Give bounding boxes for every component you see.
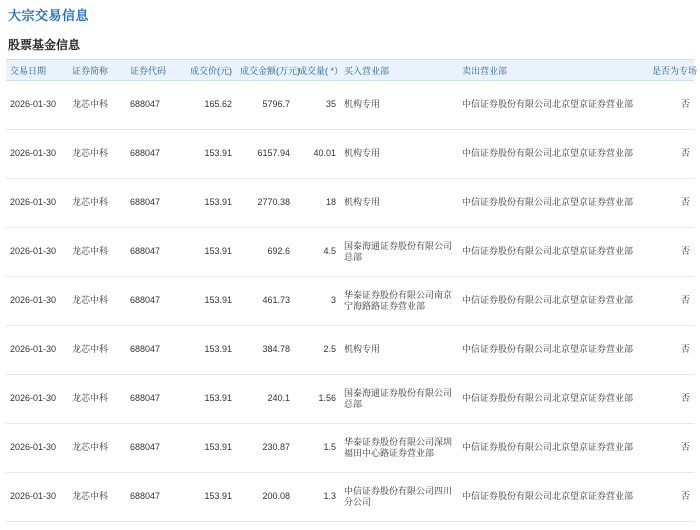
cell-volume: 40.01 <box>294 130 340 179</box>
cell-price: 165.62 <box>184 81 236 130</box>
cell-volume: 3 <box>294 277 340 326</box>
cell-amount: 200.08 <box>236 473 294 522</box>
cell-buyer: 国泰海通证券股份有限公司总部 <box>340 375 458 424</box>
cell-buyer: 华泰证券股份有限公司深圳福田中心路证券营业部 <box>340 424 458 473</box>
cell-special: 否 <box>648 424 694 473</box>
cell-buyer: 机构专用 <box>340 81 458 130</box>
cell-code: 688047 <box>126 228 184 277</box>
cell-seller: 中信证券股份有限公司北京望京证券营业部 <box>458 81 648 130</box>
section-title: 股票基金信息 <box>8 38 81 52</box>
cell-buyer: 中信证券股份有限公司四川分公司 <box>340 473 458 522</box>
cell-seller: 中信证券股份有限公司北京望京证券营业部 <box>458 130 648 179</box>
cell-price: 153.91 <box>184 179 236 228</box>
cell-seller: 中信证券股份有限公司北京望京证券营业部 <box>458 326 648 375</box>
cell-amount: 2770.38 <box>236 179 294 228</box>
cell-volume: 4.5 <box>294 228 340 277</box>
cell-volume: 18 <box>294 179 340 228</box>
cell-special: 否 <box>648 375 694 424</box>
page-container <box>0 5 700 522</box>
cell-amount: 5796.7 <box>236 81 294 130</box>
cell-date: 2026-01-30 <box>6 179 68 228</box>
block-trade-table <box>6 59 698 522</box>
cell-volume: 1.56 <box>294 375 340 424</box>
cell-volume: 1.3 <box>294 473 340 522</box>
table-header <box>6 60 698 81</box>
cell-seller: 中信证券股份有限公司北京望京证券营业部 <box>458 375 648 424</box>
table-row <box>6 130 694 179</box>
column-header-code: 证券代码 <box>126 60 184 81</box>
cell-date: 2026-01-30 <box>6 473 68 522</box>
cell-code: 688047 <box>126 473 184 522</box>
cell-amount: 461.73 <box>236 277 294 326</box>
cell-date: 2026-01-30 <box>6 326 68 375</box>
column-header-buyer: 买入营业部 <box>340 60 458 81</box>
column-header-special: 是否为专场 <box>648 60 694 81</box>
cell-price: 153.91 <box>184 326 236 375</box>
cell-date: 2026-01-30 <box>6 424 68 473</box>
cell-price: 153.91 <box>184 424 236 473</box>
column-header-amount: 成交金额(万元) <box>236 60 294 81</box>
cell-volume: 1.5 <box>294 424 340 473</box>
cell-special: 否 <box>648 130 694 179</box>
cell-special: 否 <box>648 473 694 522</box>
cell-code: 688047 <box>126 375 184 424</box>
cell-buyer: 机构专用 <box>340 179 458 228</box>
table-row <box>6 81 694 130</box>
cell-buyer: 机构专用 <box>340 326 458 375</box>
cell-price: 153.91 <box>184 277 236 326</box>
cell-stock-name[interactable]: 龙芯中科 <box>68 326 126 375</box>
cell-seller: 中信证券股份有限公司北京望京证券营业部 <box>458 179 648 228</box>
cell-date: 2026-01-30 <box>6 375 68 424</box>
cell-stock-name[interactable]: 龙芯中科 <box>68 179 126 228</box>
table-body <box>6 81 694 522</box>
cell-code: 688047 <box>126 81 184 130</box>
cell-buyer: 华泰证券股份有限公司南京宁海路路证券营业部 <box>340 277 458 326</box>
table-row <box>6 277 694 326</box>
cell-seller: 中信证券股份有限公司北京望京证券营业部 <box>458 473 648 522</box>
table-row <box>6 424 694 473</box>
cell-buyer: 国泰海通证券股份有限公司总部 <box>340 228 458 277</box>
cell-buyer: 机构专用 <box>340 130 458 179</box>
page-title: 大宗交易信息 <box>8 8 90 23</box>
cell-amount: 230.87 <box>236 424 294 473</box>
column-header-date: 交易日期 <box>6 60 68 81</box>
cell-stock-name[interactable]: 龙芯中科 <box>68 277 126 326</box>
cell-seller: 中信证券股份有限公司北京望京证券营业部 <box>458 424 648 473</box>
cell-volume: 35 <box>294 81 340 130</box>
table-header-row <box>6 60 694 81</box>
cell-date: 2026-01-30 <box>6 81 68 130</box>
cell-code: 688047 <box>126 326 184 375</box>
cell-seller: 中信证券股份有限公司北京望京证券营业部 <box>458 277 648 326</box>
cell-amount: 240.1 <box>236 375 294 424</box>
cell-stock-name[interactable]: 龙芯中科 <box>68 424 126 473</box>
cell-price: 153.91 <box>184 228 236 277</box>
cell-special: 否 <box>648 277 694 326</box>
cell-date: 2026-01-30 <box>6 130 68 179</box>
column-header-price: 成交价(元) <box>184 60 236 81</box>
cell-code: 688047 <box>126 179 184 228</box>
column-header-volume: 成交量( *） <box>294 60 340 81</box>
cell-price: 153.91 <box>184 130 236 179</box>
cell-stock-name[interactable]: 龙芯中科 <box>68 130 126 179</box>
table-row <box>6 473 694 522</box>
cell-amount: 6157.94 <box>236 130 294 179</box>
cell-code: 688047 <box>126 277 184 326</box>
cell-stock-name[interactable]: 龙芯中科 <box>68 228 126 277</box>
cell-price: 153.91 <box>184 473 236 522</box>
table-row <box>6 326 694 375</box>
cell-special: 否 <box>648 81 694 130</box>
cell-stock-name[interactable]: 龙芯中科 <box>68 81 126 130</box>
cell-special: 否 <box>648 326 694 375</box>
cell-special: 否 <box>648 228 694 277</box>
table-row <box>6 375 694 424</box>
table-row <box>6 179 694 228</box>
cell-volume: 2.5 <box>294 326 340 375</box>
column-header-seller: 卖出营业部 <box>458 60 648 81</box>
cell-date: 2026-01-30 <box>6 277 68 326</box>
cell-special: 否 <box>648 179 694 228</box>
table-row <box>6 228 694 277</box>
cell-seller: 中信证券股份有限公司北京望京证券营业部 <box>458 228 648 277</box>
cell-amount: 384.78 <box>236 326 294 375</box>
cell-stock-name[interactable]: 龙芯中科 <box>68 473 126 522</box>
cell-stock-name[interactable]: 龙芯中科 <box>68 375 126 424</box>
cell-code: 688047 <box>126 424 184 473</box>
cell-price: 153.91 <box>184 375 236 424</box>
cell-code: 688047 <box>126 130 184 179</box>
cell-date: 2026-01-30 <box>6 228 68 277</box>
column-header-name: 证券简称 <box>68 60 126 81</box>
cell-amount: 692.6 <box>236 228 294 277</box>
